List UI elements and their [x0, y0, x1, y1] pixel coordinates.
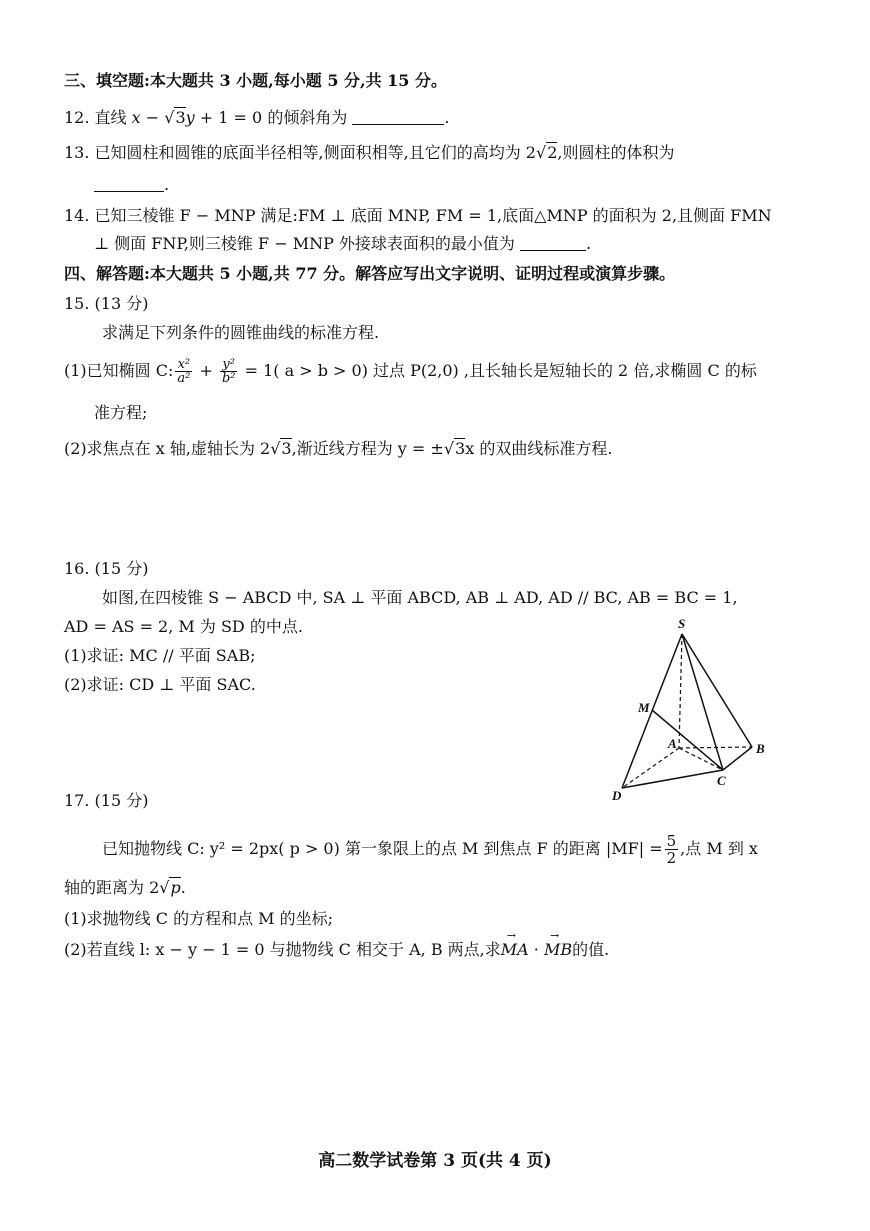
- q15-frac2-denominator: b²: [221, 371, 236, 386]
- q15-frac1-numerator: x²: [175, 358, 192, 372]
- vector-MA: → MA: [501, 939, 529, 961]
- q13-answer-blank[interactable]: [94, 175, 164, 192]
- question-12: [64, 107, 450, 129]
- q16-line-1: 如图,在四棱锥 S − ABCD 中, SA ⊥ 平面 ABCD, AB ⊥ AD, AD // BC, AB = BC = 1,: [102, 588, 738, 607]
- q13-number: 13.: [64, 143, 90, 162]
- edge-AB-hidden: [679, 747, 752, 748]
- q15-part2-sqrt-value: 3: [281, 439, 292, 458]
- q17-line-1-b: ,点 M 到 x: [680, 839, 758, 858]
- q15-part2: [64, 438, 612, 460]
- q17-dot: ·: [528, 940, 544, 959]
- q13-text-1: 已知圆柱和圆锥的底面半径相等,侧面积相等,且它们的高均为 2: [94, 143, 536, 162]
- q17-number: 17. (15 分): [64, 791, 149, 810]
- edge-SA-hidden: [679, 634, 682, 748]
- q12-suffix: 的倾斜角为: [267, 108, 348, 127]
- q15-part2-sqrt-sign: √: [270, 439, 281, 458]
- edge-SB: [682, 634, 752, 747]
- q17-part-2-a: (2)若直线 l: x − y − 1 = 0 与抛物线 C 相交于 A, B 两点,求: [64, 940, 501, 959]
- section4-header: 四、解答题:本大题共 5 小题,共 77 分。解答应写出文字说明、证明过程或演算步骤。: [64, 264, 676, 283]
- q17-line-2: [64, 877, 186, 899]
- q16-number: 16. (15 分): [64, 559, 149, 578]
- q17-line-2-sqrt-value: p: [170, 878, 181, 897]
- q15-part1-c: 准方程;: [94, 403, 148, 422]
- q12-eq-x: x: [131, 108, 141, 127]
- section3-header: 三、填空题:本大题共 3 小题,每小题 5 分,共 15 分。: [64, 71, 448, 90]
- q12-eq-y: y: [185, 108, 195, 127]
- q17-fraction: [665, 833, 679, 866]
- label-A: A: [668, 736, 677, 751]
- label-B: B: [756, 741, 765, 756]
- q17-frac-denominator: 2: [666, 849, 677, 867]
- q16-part-1: (1)求证: MC // 平面 SAB;: [64, 646, 256, 665]
- q17-line-2-a: 轴的距离为 2: [64, 878, 160, 897]
- q14-answer-blank[interactable]: [520, 234, 586, 251]
- pyramid-figure: [600, 610, 790, 810]
- q15-part1: [64, 358, 757, 385]
- q15-part2-c: x 的双曲线标准方程.: [465, 439, 613, 458]
- q17-frac-numerator: 5: [666, 832, 677, 850]
- q15-frac1-denominator: a²: [177, 371, 191, 386]
- question-13-line2: [94, 174, 169, 196]
- q12-eq-rest: + 1 = 0: [194, 108, 263, 127]
- segment-MC: [652, 710, 723, 770]
- q17-line-2-sqrt-sign: √: [159, 878, 170, 897]
- q12-number: 12.: [64, 108, 90, 127]
- edge-DC: [622, 770, 723, 788]
- q13-text-2: ,则圆柱的体积为: [557, 143, 675, 162]
- q15-part2-sqrt-value-2: 3: [455, 439, 466, 458]
- q12-end: .: [444, 108, 450, 127]
- q17-line-2-b: .: [180, 878, 186, 897]
- q15-part2-sqrt-sign-2: √: [443, 439, 455, 458]
- question-14-line2: [94, 233, 591, 255]
- q12-prefix: 直线: [94, 108, 127, 127]
- q14-line-2: ⊥ 侧面 FNP,则三棱锥 F − MNP 外接球表面积的最小值为: [94, 234, 515, 253]
- q17-line-1: [102, 833, 758, 866]
- edge-SD: [622, 634, 682, 788]
- q15-fraction-x: [175, 358, 192, 385]
- edge-SC: [682, 634, 723, 770]
- q17-line-1-a: 已知抛物线 C: y² = 2px( p > 0) 第一象限上的点 M 到焦点 F 的距离 |MF| =: [102, 839, 663, 858]
- q15-intro: 求满足下列条件的圆锥曲线的标准方程.: [102, 323, 380, 342]
- q12-answer-blank[interactable]: [352, 108, 444, 125]
- label-C: C: [717, 773, 726, 788]
- q15-part2-a: (2)求焦点在 x 轴,虚轴长为 2: [64, 439, 271, 458]
- q15-frac2-numerator: y²: [220, 358, 238, 372]
- q15-plus: +: [194, 361, 218, 380]
- q15-number: 15. (13 分): [64, 294, 149, 313]
- q15-part2-b: ,渐近线方程为 y = ±: [291, 439, 444, 458]
- edge-CB: [723, 747, 752, 770]
- q14-number: 14.: [64, 206, 90, 225]
- q14-end: .: [586, 234, 592, 253]
- question-14: [64, 205, 772, 227]
- page-footer: 高二数学试卷第 3 页(共 4 页): [318, 1151, 552, 1171]
- q13-end: .: [164, 175, 170, 194]
- q12-eq-sqrt-sign: √: [164, 108, 175, 127]
- q17-part-1: (1)求抛物线 C 的方程和点 M 的坐标;: [64, 909, 334, 928]
- label-M: M: [638, 700, 650, 715]
- label-S: S: [678, 616, 686, 631]
- q16-part-2: (2)求证: CD ⊥ 平面 SAC.: [64, 675, 256, 694]
- q12-eq-minus: −: [140, 108, 165, 127]
- label-D: D: [612, 788, 622, 803]
- q16-line-2: AD = AS = 2, M 为 SD 的中点.: [64, 617, 303, 636]
- q12-eq-sqrt-value: 3: [175, 108, 186, 127]
- q15-part1-b: = 1( a > b > 0) 过点 P(2,0) ,且长轴长是短轴长的 2 倍,求椭圆 C 的标: [239, 361, 757, 380]
- vector-MB: → MB: [544, 939, 572, 961]
- q15-fraction-y: [220, 358, 238, 385]
- q15-part1-a: (1)已知椭圆 C:: [64, 361, 174, 380]
- q17-part-2: [64, 939, 609, 961]
- q14-line-1: 已知三棱锥 F − MNP 满足:FM ⊥ 底面 MNP, FM = 1,底面△MNP 的面积为 2,且侧面 FMN: [94, 206, 772, 225]
- q17-part-2-b: 的值.: [572, 940, 610, 959]
- question-13: [64, 142, 674, 164]
- q13-sqrt-value: 2: [547, 143, 558, 162]
- q13-sqrt-sign: √: [536, 143, 547, 162]
